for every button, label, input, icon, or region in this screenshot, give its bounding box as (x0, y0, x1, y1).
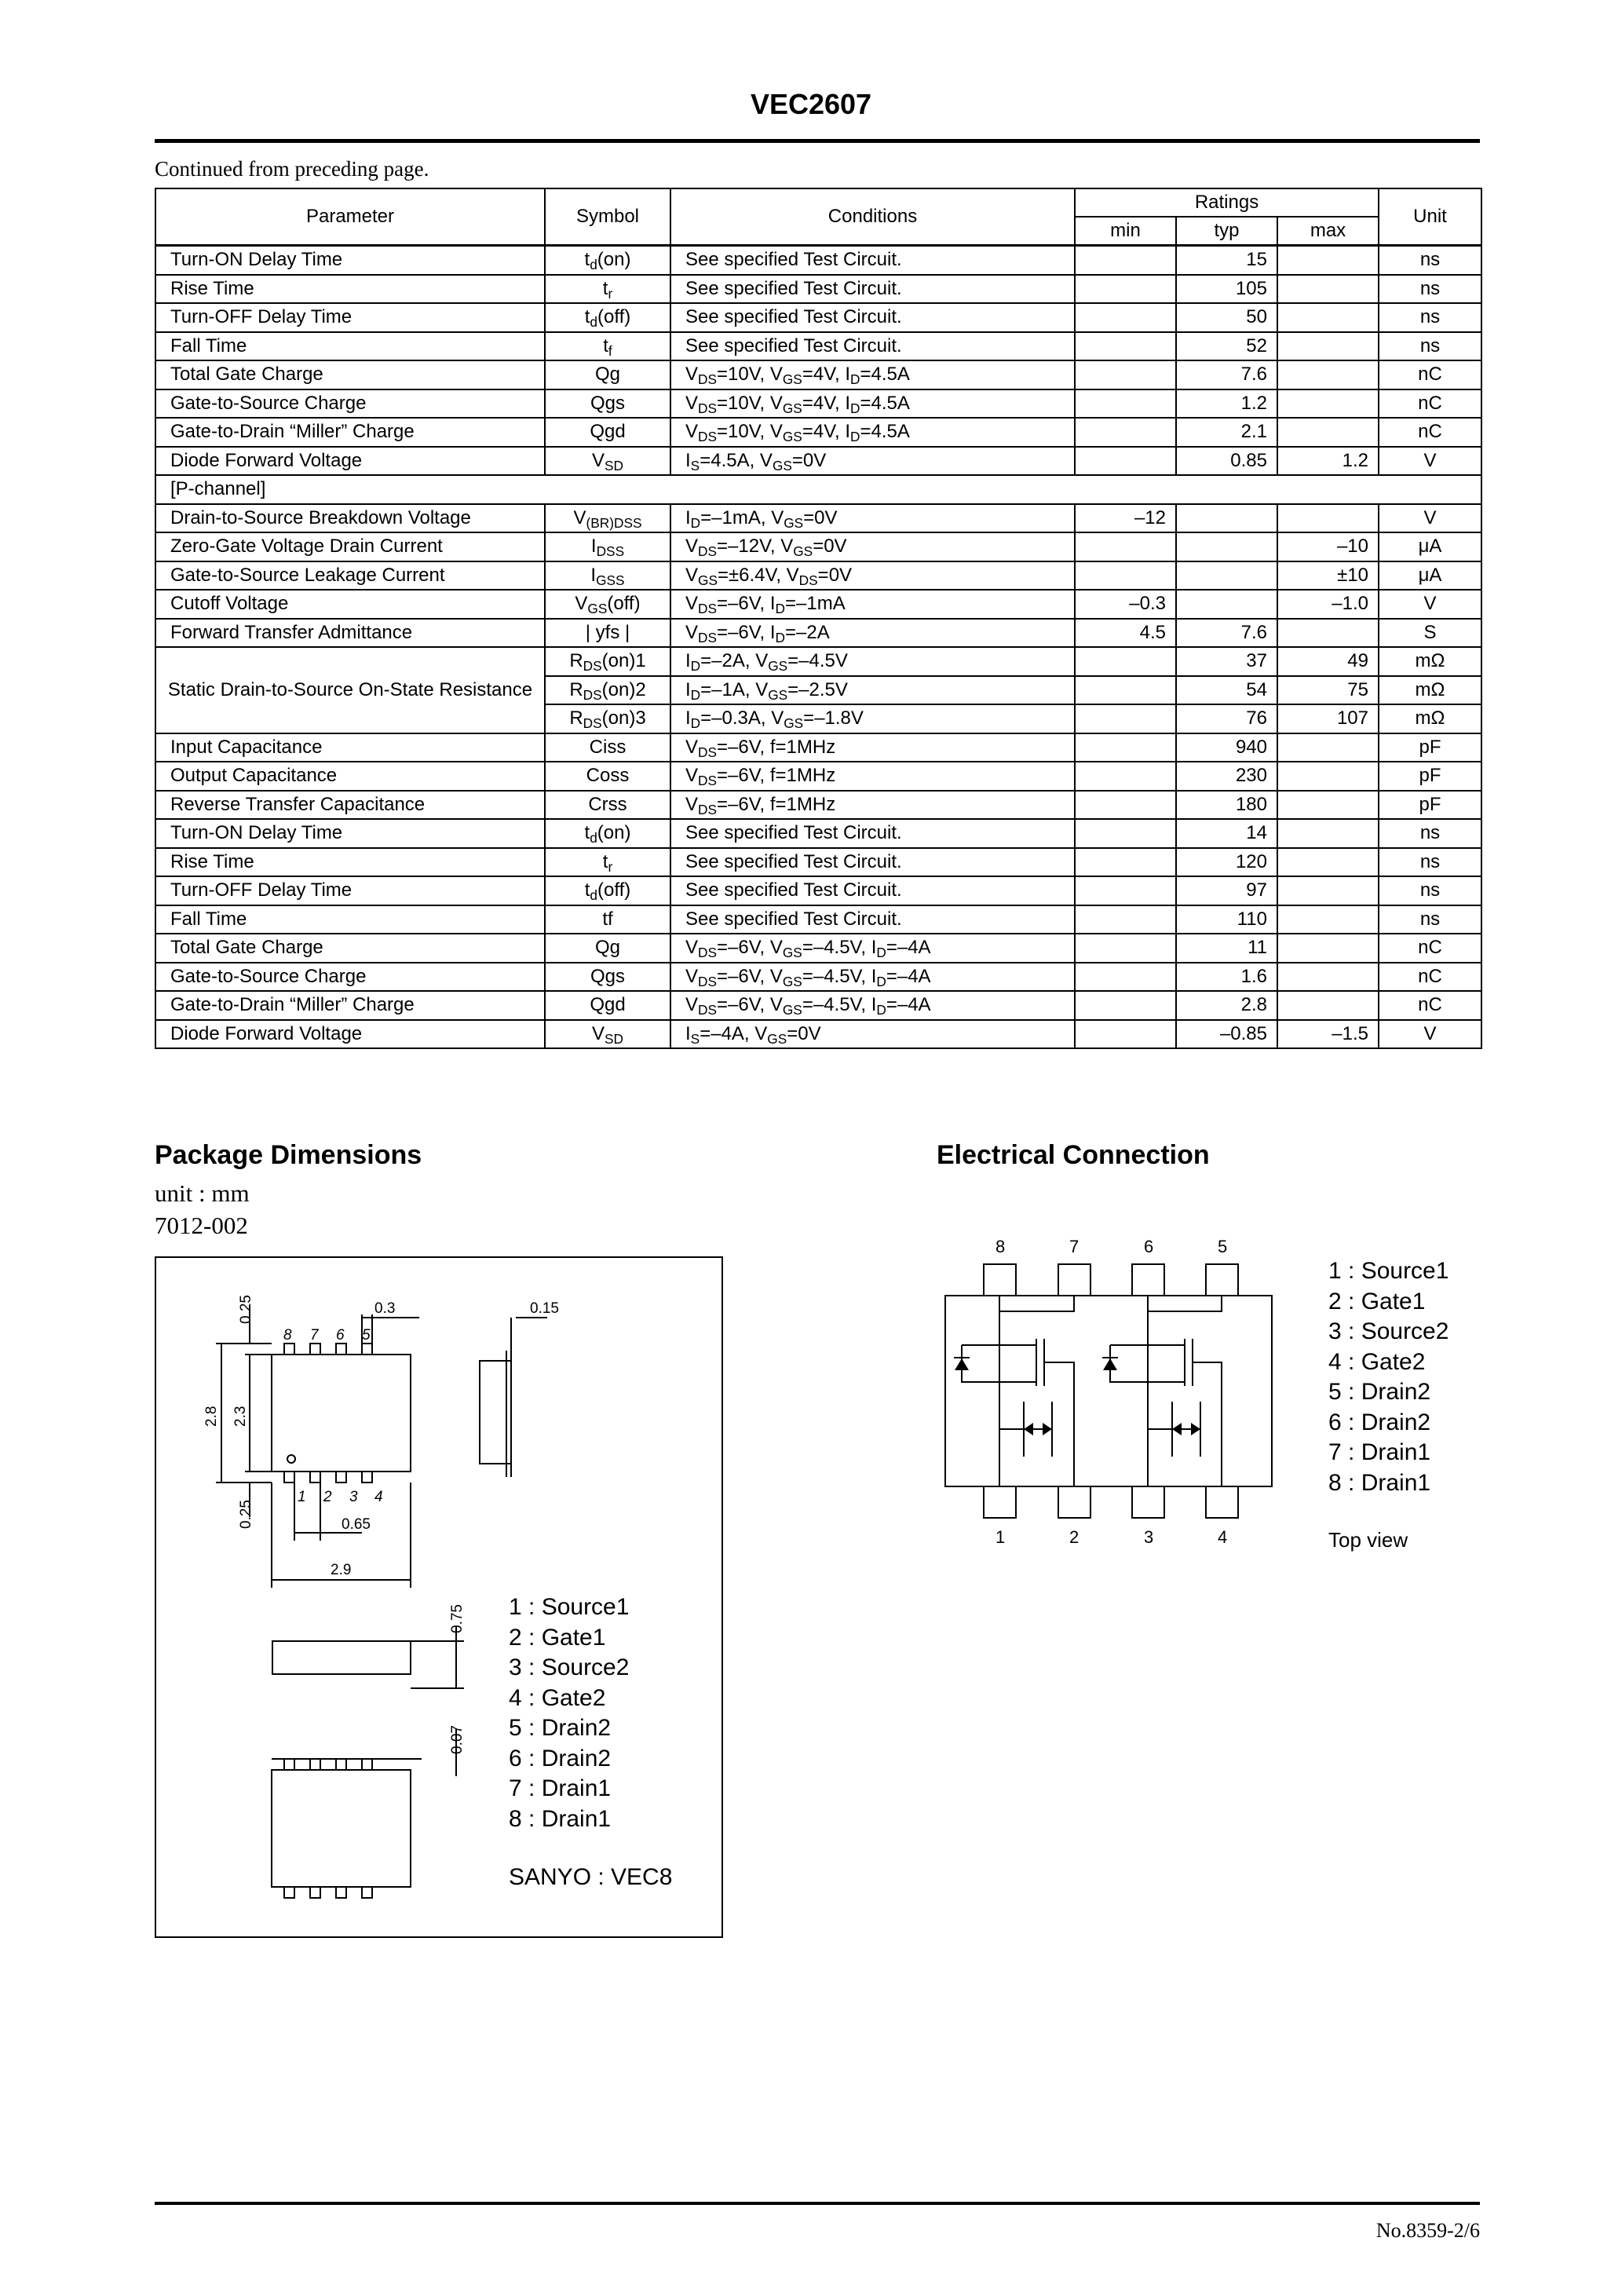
pin-assignment: 6 : Drain2 (509, 1745, 612, 1771)
dim-label: 0.07 (449, 1725, 466, 1754)
cell-typ: 76 (1176, 704, 1277, 733)
ec-zener-1 (1024, 1423, 1033, 1435)
ec-pin-number: 2 (1069, 1527, 1080, 1547)
cell-conditions: See specified Test Circuit. (670, 275, 1075, 304)
table-row (155, 1020, 1481, 1049)
ec-pin-number: 3 (1144, 1527, 1154, 1547)
package-code: 7012-002 (155, 1212, 248, 1239)
pkg-pin-number: 8 (283, 1327, 292, 1344)
ec-pin-number: 5 (1218, 1237, 1228, 1256)
cell-symbol: $R_{DS}(on)2$ (545, 676, 670, 705)
pin-assignment: 4 : Gate2 (509, 1684, 606, 1711)
cell-max: –10 (1277, 532, 1379, 561)
cell-min (1075, 848, 1176, 877)
table-row (155, 905, 1481, 934)
cell-typ: 7.6 (1176, 360, 1277, 389)
cell-max (1277, 418, 1379, 447)
cell-typ: 1.2 (1176, 389, 1277, 419)
ec-body-diode-2 (1103, 1358, 1117, 1370)
pin-assignment: 3 : Source2 (1328, 1318, 1449, 1344)
cell-symbol: Qg (545, 934, 670, 963)
cell-min (1075, 303, 1176, 332)
ec-pin-3 (1132, 1486, 1164, 1518)
cell-unit: nC (1379, 418, 1481, 447)
dim-label: 0.15 (530, 1300, 559, 1317)
ec-pin-number: 4 (1218, 1527, 1228, 1547)
cell-min (1075, 418, 1176, 447)
ec-pin-1 (984, 1486, 1016, 1518)
cell-typ: 105 (1176, 275, 1277, 304)
cell-unit: ns (1379, 848, 1481, 877)
table-row (155, 848, 1481, 877)
cell-min: –0.3 (1075, 590, 1176, 619)
cell-conditions: $I_D=-1mA$, $V_{GS}=0V$ (670, 504, 1075, 533)
cell-parameter: Zero-Gate Voltage Drain Current (155, 532, 545, 561)
table-row (155, 819, 1481, 848)
pkg-pin-number: 2 (323, 1489, 332, 1505)
cell-unit: ns (1379, 876, 1481, 905)
cell-typ: 230 (1176, 762, 1277, 791)
cell-typ: 940 (1176, 733, 1277, 762)
cell-min (1075, 934, 1176, 963)
cell-conditions: See specified Test Circuit. (670, 332, 1075, 361)
header-ratings: Ratings (1075, 188, 1379, 217)
header-symbol: Symbol (545, 188, 670, 246)
cell-unit: pF (1379, 791, 1481, 820)
dim-label: 2.9 (331, 1562, 352, 1578)
cell-parameter: Input Capacitance (155, 733, 545, 762)
cell-min (1075, 733, 1176, 762)
ec-pin-number: 6 (1144, 1237, 1154, 1256)
cell-parameter: Cutoff Voltage (155, 590, 545, 619)
cell-conditions: $V_{DS}=-6V$, $V_{GS}=-4.5V$, $I_D=-4A$ (670, 963, 1075, 992)
table-row (155, 303, 1481, 332)
cell-max (1277, 905, 1379, 934)
cell-typ: 180 (1176, 791, 1277, 820)
cell-max (1277, 504, 1379, 533)
table-row (155, 791, 1481, 820)
cell-parameter: Rise Time (155, 275, 545, 304)
cell-max (1277, 848, 1379, 877)
cell-conditions: $V_{DS}=10V$, $V_{GS}=4V$, $I_D=4.5A$ (670, 389, 1075, 419)
cell-typ (1176, 590, 1277, 619)
cell-typ: 11 (1176, 934, 1277, 963)
cell-typ (1176, 504, 1277, 533)
cell-parameter: Turn-ON Delay Time (155, 819, 545, 848)
cell-symbol: Qgs (545, 389, 670, 419)
cell-unit: nC (1379, 963, 1481, 992)
cell-parameter: Gate-to-Drain “Miller” Charge (155, 991, 545, 1020)
cell-parameter: Turn-OFF Delay Time (155, 303, 545, 332)
cell-parameter: Total Gate Charge (155, 934, 545, 963)
continued-note: Continued from preceding page. (155, 157, 429, 181)
table-row (155, 360, 1481, 389)
cell-unit: μA (1379, 532, 1481, 561)
cell-conditions: See specified Test Circuit. (670, 848, 1075, 877)
pkg-pin-number: 3 (349, 1489, 358, 1505)
cell-unit: pF (1379, 762, 1481, 791)
cell-max: 107 (1277, 704, 1379, 733)
header-unit: Unit (1379, 188, 1481, 246)
cell-parameter: Drain-to-Source Breakdown Voltage (155, 504, 545, 533)
cell-min: –12 (1075, 504, 1176, 533)
cell-min (1075, 647, 1176, 676)
spec-table-body (155, 246, 1481, 1049)
cell-min: 4.5 (1075, 619, 1176, 648)
cell-parameter: Gate-to-Drain “Miller” Charge (155, 418, 545, 447)
table-row (155, 934, 1481, 963)
cell-min (1075, 791, 1176, 820)
cell-parameter: Forward Transfer Admittance (155, 619, 545, 648)
cell-typ: 120 (1176, 848, 1277, 877)
ec-pin-5 (1206, 1264, 1238, 1296)
cell-symbol: $t_d(on)$ (545, 246, 670, 275)
cell-typ (1176, 532, 1277, 561)
pin-assignment: 8 : Drain1 (1328, 1469, 1431, 1496)
cell-unit: pF (1379, 733, 1481, 762)
header-min: min (1075, 217, 1176, 246)
cell-unit: ns (1379, 905, 1481, 934)
cell-unit: ns (1379, 246, 1481, 275)
spec-table (155, 188, 1482, 1049)
cell-max (1277, 303, 1379, 332)
header-conditions: Conditions (670, 188, 1075, 246)
table-row (155, 762, 1481, 791)
cell-min (1075, 561, 1176, 590)
cell-conditions: $V_{DS}=-6V$, f=1MHz (670, 733, 1075, 762)
cell-max: –1.5 (1277, 1020, 1379, 1049)
cell-typ: 110 (1176, 905, 1277, 934)
pin-assignment: 4 : Gate2 (1328, 1348, 1426, 1375)
cell-max: 75 (1277, 676, 1379, 705)
pin-assignment: 1 : Source1 (1328, 1258, 1449, 1284)
cell-max (1277, 762, 1379, 791)
pin-assignment: 6 : Drain2 (1328, 1409, 1431, 1435)
cell-max (1277, 275, 1379, 304)
header-rule (155, 139, 1480, 143)
cell-conditions: $V_{DS}=-6V$, $V_{GS}=-4.5V$, $I_D=-4A$ (670, 934, 1075, 963)
pkg-pin-number: 7 (310, 1327, 319, 1344)
top-view-label: Top view (1328, 1528, 1408, 1552)
pkg-pin-number: 1 (298, 1489, 306, 1505)
cell-max (1277, 791, 1379, 820)
cell-max (1277, 246, 1379, 275)
cell-unit: nC (1379, 991, 1481, 1020)
cell-unit: nC (1379, 389, 1481, 419)
cell-min (1075, 389, 1176, 419)
table-row (155, 733, 1481, 762)
package-end-view (272, 1641, 411, 1674)
table-row (155, 561, 1481, 590)
pin-assignment: 5 : Drain2 (1328, 1379, 1431, 1405)
cell-typ: 1.6 (1176, 963, 1277, 992)
package-pin-list (509, 1592, 629, 1834)
cell-unit: μA (1379, 561, 1481, 590)
dim-label: 0.25 (238, 1500, 254, 1529)
cell-max: –1.0 (1277, 590, 1379, 619)
cell-conditions: See specified Test Circuit. (670, 905, 1075, 934)
cell-symbol: $V_{SD}$ (545, 1020, 670, 1049)
cell-typ: 97 (1176, 876, 1277, 905)
cell-symbol: Qgs (545, 963, 670, 992)
dim-label: 2.3 (232, 1406, 249, 1427)
ec-pin-number: 8 (995, 1237, 1006, 1256)
cell-max (1277, 389, 1379, 419)
cell-typ: 7.6 (1176, 619, 1277, 648)
ec-pin-number: 7 (1069, 1237, 1080, 1256)
package-dimensions-heading: Package Dimensions (155, 1140, 422, 1170)
table-row (155, 963, 1481, 992)
cell-unit: mΩ (1379, 676, 1481, 705)
cell-parameter: Diode Forward Voltage (155, 447, 545, 476)
cell-unit: V (1379, 1020, 1481, 1049)
table-row (155, 876, 1481, 905)
cell-max: ±10 (1277, 561, 1379, 590)
cell-symbol: Coss (545, 762, 670, 791)
pkg-pin-number: 5 (362, 1327, 371, 1344)
table-row (155, 619, 1481, 648)
ec-pin-number: 1 (995, 1527, 1006, 1547)
pin-assignment: 3 : Source2 (509, 1654, 630, 1680)
cell-parameter: Turn-OFF Delay Time (155, 876, 545, 905)
cell-min (1075, 447, 1176, 476)
cell-min (1075, 532, 1176, 561)
cell-typ: 52 (1176, 332, 1277, 361)
table-row (155, 246, 1481, 275)
cell-symbol: Qgd (545, 418, 670, 447)
cell-typ (1176, 561, 1277, 590)
cell-symbol: Ciss (545, 733, 670, 762)
cell-unit: ns (1379, 275, 1481, 304)
table-row (155, 647, 1481, 676)
ec-body-diode-1 (955, 1358, 969, 1370)
ec-pin-6 (1132, 1264, 1164, 1296)
pin1-marker (287, 1455, 295, 1463)
dim-label: 0.25 (238, 1295, 254, 1324)
table-row (155, 389, 1481, 419)
cell-symbol: $V_{GS}(off)$ (545, 590, 670, 619)
cell-min (1075, 1020, 1176, 1049)
cell-conditions: $V_{DS}=10V$, $V_{GS}=4V$, $I_D=4.5A$ (670, 418, 1075, 447)
dim-label: 0.65 (342, 1516, 371, 1533)
cell-symbol: $R_{DS}(on)3$ (545, 704, 670, 733)
cell-max (1277, 876, 1379, 905)
cell-symbol: Crss (545, 791, 670, 820)
cell-conditions: $I_D=-1A$, $V_{GS}=-2.5V$ (670, 676, 1075, 705)
package-top-view-body (272, 1355, 411, 1472)
cell-conditions: $I_S=4.5A$, $V_{GS}=0V$ (670, 447, 1075, 476)
cell-typ: 15 (1176, 246, 1277, 275)
cell-min (1075, 246, 1176, 275)
cell-parameter: Gate-to-Source Charge (155, 963, 545, 992)
pin-assignment: 5 : Drain2 (509, 1715, 612, 1741)
document-title: VEC2607 (750, 88, 872, 120)
table-row (155, 275, 1481, 304)
cell-symbol: $t_d(off)$ (545, 303, 670, 332)
section-p-channel: [P-channel] (155, 475, 1481, 504)
cell-symbol: $I_{DSS}$ (545, 532, 670, 561)
table-row (155, 532, 1481, 561)
ec-pin-4 (1206, 1486, 1238, 1518)
cell-max: 1.2 (1277, 447, 1379, 476)
cell-unit: S (1379, 619, 1481, 648)
cell-min (1075, 991, 1176, 1020)
footer-rule (155, 2202, 1480, 2205)
ec-pin-7 (1058, 1264, 1090, 1296)
package-bottom-view (272, 1770, 411, 1887)
cell-conditions: $V_{DS}=-6V$, $V_{GS}=-4.5V$, $I_D=-4A$ (670, 991, 1075, 1020)
pin-assignment: 7 : Drain1 (1328, 1439, 1431, 1465)
cell-conditions: $V_{DS}=-12V$, $V_{GS}=0V$ (670, 532, 1075, 561)
cell-symbol: $t_d(on)$ (545, 819, 670, 848)
cell-parameter: Total Gate Charge (155, 360, 545, 389)
cell-typ: 14 (1176, 819, 1277, 848)
cell-max (1277, 819, 1379, 848)
cell-min (1075, 704, 1176, 733)
cell-max (1277, 332, 1379, 361)
dim-label: 0.75 (449, 1604, 466, 1633)
cell-min (1075, 963, 1176, 992)
cell-min (1075, 360, 1176, 389)
cell-max (1277, 934, 1379, 963)
cell-typ: 54 (1176, 676, 1277, 705)
cell-unit: mΩ (1379, 704, 1481, 733)
ec-package-outline (945, 1296, 1272, 1486)
cell-conditions: $I_D=-2A$, $V_{GS}=-4.5V$ (670, 647, 1075, 676)
cell-max (1277, 963, 1379, 992)
pin-assignment: 2 : Gate1 (509, 1624, 606, 1651)
cell-symbol: $V_{SD}$ (545, 447, 670, 476)
cell-symbol: $t_f$ (545, 332, 670, 361)
header-typ: typ (1176, 217, 1277, 246)
ec-zener-2 (1172, 1423, 1182, 1435)
cell-max (1277, 991, 1379, 1020)
cell-typ: 2.1 (1176, 418, 1277, 447)
cell-min (1075, 876, 1176, 905)
cell-symbol: Qg (545, 360, 670, 389)
table-row (155, 991, 1481, 1020)
pin-assignment: 2 : Gate1 (1328, 1288, 1426, 1314)
cell-symbol: | yfs | (545, 619, 670, 648)
cell-min (1075, 819, 1176, 848)
section-row (155, 475, 1481, 504)
cell-min (1075, 762, 1176, 791)
cell-conditions: $I_D=-0.3A$, $V_{GS}=-1.8V$ (670, 704, 1075, 733)
cell-parameter: Static Drain-to-Source On-State Resistance (155, 647, 545, 733)
cell-min (1075, 676, 1176, 705)
cell-unit: V (1379, 590, 1481, 619)
cell-symbol: $t_d(off)$ (545, 876, 670, 905)
cell-symbol: $t_r$ (545, 848, 670, 877)
electrical-connection-heading: Electrical Connection (937, 1140, 1210, 1170)
cell-conditions: $V_{DS}=-6V$, f=1MHz (670, 762, 1075, 791)
pkg-pin-number: 6 (336, 1327, 345, 1344)
pin-assignment: 8 : Drain1 (509, 1805, 612, 1832)
cell-conditions: See specified Test Circuit. (670, 876, 1075, 905)
cell-conditions: See specified Test Circuit. (670, 303, 1075, 332)
cell-min (1075, 275, 1176, 304)
table-row (155, 590, 1481, 619)
ec-pin-8 (984, 1264, 1016, 1296)
table-row (155, 504, 1481, 533)
page-number: No.8359-2/6 (1375, 2219, 1480, 2242)
cell-max: 49 (1277, 647, 1379, 676)
ec-pin-2 (1058, 1486, 1090, 1518)
cell-conditions: See specified Test Circuit. (670, 819, 1075, 848)
cell-symbol: $t_r$ (545, 275, 670, 304)
cell-typ: 37 (1176, 647, 1277, 676)
cell-min (1075, 332, 1176, 361)
cell-typ: 2.8 (1176, 991, 1277, 1020)
cell-parameter: Diode Forward Voltage (155, 1020, 545, 1049)
cell-symbol: Qgd (545, 991, 670, 1020)
cell-max (1277, 619, 1379, 648)
cell-conditions: $V_{DS}=-6V$, $I_D=-2A$ (670, 619, 1075, 648)
cell-symbol: $I_{GSS}$ (545, 561, 670, 590)
package-vendor: SANYO : VEC8 (509, 1864, 673, 1890)
cell-unit: nC (1379, 360, 1481, 389)
cell-conditions: $I_S=-4A$, $V_{GS}=0V$ (670, 1020, 1075, 1049)
cell-parameter: Gate-to-Source Leakage Current (155, 561, 545, 590)
cell-unit: mΩ (1379, 647, 1481, 676)
cell-unit: nC (1379, 934, 1481, 963)
cell-typ: 0.85 (1176, 447, 1277, 476)
cell-parameter: Reverse Transfer Capacitance (155, 791, 545, 820)
cell-symbol: tf (545, 905, 670, 934)
dim-label: 0.3 (374, 1300, 396, 1317)
cell-unit: ns (1379, 332, 1481, 361)
cell-symbol: $V_{(BR)DSS}$ (545, 504, 670, 533)
pin-assignment: 7 : Drain1 (509, 1775, 612, 1801)
cell-parameter: Fall Time (155, 332, 545, 361)
dim-label: 2.8 (203, 1406, 220, 1427)
table-row (155, 418, 1481, 447)
cell-max (1277, 360, 1379, 389)
cell-min (1075, 905, 1176, 934)
cell-conditions: $V_{DS}=-6V$, $I_D=-1mA$ (670, 590, 1075, 619)
header-parameter: Parameter (155, 188, 545, 246)
cell-unit: V (1379, 447, 1481, 476)
cell-max (1277, 733, 1379, 762)
electrical-connection-diagram (926, 1229, 1295, 1567)
pin-assignment: 1 : Source1 (509, 1594, 630, 1620)
package-unit: unit : mm (155, 1179, 250, 1207)
cell-typ: –0.85 (1176, 1020, 1277, 1049)
cell-unit: ns (1379, 819, 1481, 848)
header-max: max (1277, 217, 1379, 246)
cell-unit: ns (1379, 303, 1481, 332)
cell-conditions: $V_{GS}=\pm 6.4V$, $V_{DS}=0V$ (670, 561, 1075, 590)
cell-parameter: Gate-to-Source Charge (155, 389, 545, 419)
table-row (155, 447, 1481, 476)
cell-conditions: $V_{DS}=10V$, $V_{GS}=4V$, $I_D=4.5A$ (670, 360, 1075, 389)
cell-parameter: Fall Time (155, 905, 545, 934)
package-drawing-box (155, 1256, 723, 1938)
cell-parameter: Output Capacitance (155, 762, 545, 791)
cell-unit: V (1379, 504, 1481, 533)
cell-parameter: Turn-ON Delay Time (155, 246, 545, 275)
electrical-pin-list (1328, 1256, 1448, 1498)
cell-conditions: $V_{DS}=-6V$, f=1MHz (670, 791, 1075, 820)
cell-conditions: See specified Test Circuit. (670, 246, 1075, 275)
cell-typ: 50 (1176, 303, 1277, 332)
cell-parameter: Rise Time (155, 848, 545, 877)
package-drawing (156, 1258, 725, 1940)
table-row (155, 332, 1481, 361)
pkg-pin-number: 4 (374, 1489, 383, 1505)
cell-symbol: $R_{DS}(on)1$ (545, 647, 670, 676)
